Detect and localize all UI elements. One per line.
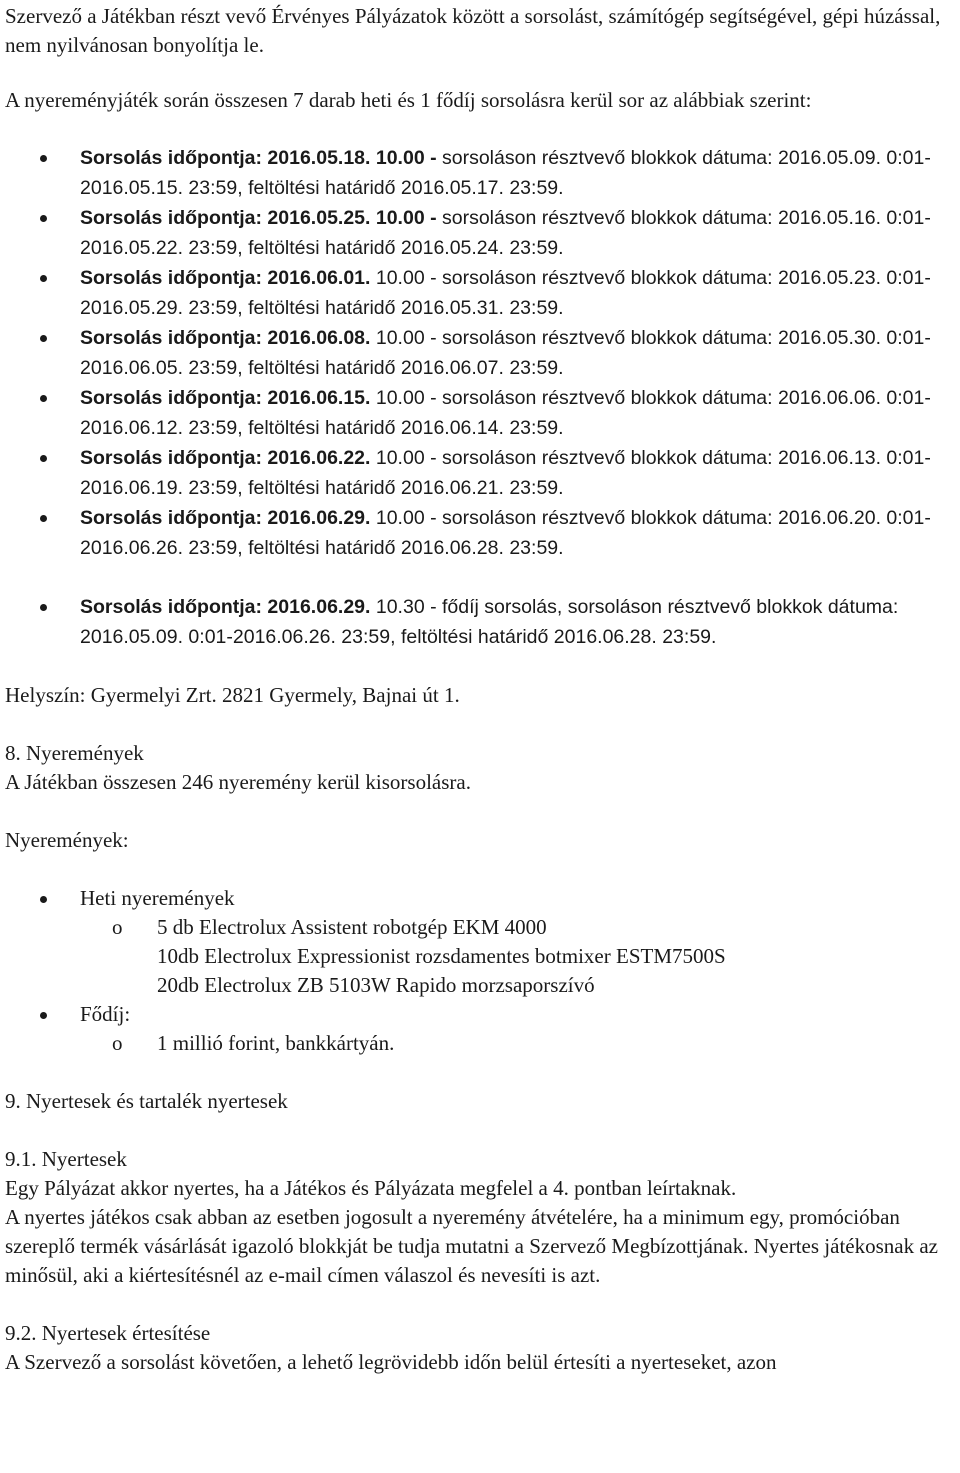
bullet-icon <box>40 275 47 282</box>
draw-details: 10.00 - sorsoláson résztvevő blokkok dátuma: 2016.06.20. 0:01-2016.06.26. 23:59, feltöltési határidő 2016.06.28. 23:59. <box>80 507 931 559</box>
document-page <box>5 2 957 1377</box>
section-8-title: 8. Nyeremények <box>5 741 144 765</box>
draw-date-label: Sorsolás időpontja: 2016.06.29. <box>80 596 371 618</box>
prizes-heading: Nyeremények: <box>5 828 129 852</box>
section-8 <box>5 739 957 797</box>
draw-date-label: Sorsolás időpontja: 2016.06.29. <box>80 507 371 529</box>
draw-details: 10.30 - fődíj sorsolás, sorsoláson résztvevő blokkok dátuma: 2016.05.09. 0:01-2016.06.26. 23:59, feltöltési határidő 2016.06.28. 23:59. <box>80 596 899 648</box>
section-9-2 <box>5 1319 957 1377</box>
bullet-icon <box>40 155 47 162</box>
draw-date-label: Sorsolás időpontja: 2016.05.18. 10.00 - <box>80 147 437 169</box>
section-9-1-paragraph-1: Egy Pályázat akkor nyertes, ha a Játékos és Pályázata megfelel a 4. pontban leírtaknak. <box>5 1176 737 1200</box>
weekly-prizes-item <box>5 884 957 1000</box>
section-9-1-paragraph-2: A nyertes játékos csak abban az esetben jogosult a nyeremény átvételére, ha a minimum egy, promócióban szereplő termék vásárlását igazoló blokkját be tudja mutatni a Szervező Megbízottjának. Nyertes játékosnak az minősül, aki a kiértesítésnél az e-mail címen válaszol és nevesíti is azt. <box>5 1205 938 1287</box>
weekly-prize-line <box>80 913 957 942</box>
section-9-2-title: 9.2. Nyertesek értesítése <box>5 1321 211 1345</box>
draw-item <box>5 503 957 563</box>
draw-date-label: Sorsolás időpontja: 2016.06.15. <box>80 387 371 409</box>
bullet-icon <box>40 335 47 342</box>
main-prize-text: 1 millió forint, bankkártyán. <box>157 1031 395 1055</box>
draw-details: sorsoláson résztvevő blokkok dátuma: 2016.05.09. 0:01-2016.05.15. 23:59, feltöltési határidő 2016.05.17. 23:59. <box>80 147 931 199</box>
bullet-icon <box>40 215 47 222</box>
venue-text: Helyszín: Gyermelyi Zrt. 2821 Gyermely, Bajnai út 1. <box>5 683 460 707</box>
weekly-prize-text: 5 db Electrolux Assistent robotgép EKM 4000 <box>157 915 547 939</box>
main-prize-sublist <box>80 1029 957 1058</box>
section-9-1 <box>5 1145 957 1290</box>
weekly-prize-line <box>80 971 957 1000</box>
draw-details: 10.00 - sorsoláson résztvevő blokkok dátuma: 2016.05.30. 0:01-2016.06.05. 23:59, feltöltési határidő 2016.06.07. 23:59. <box>80 327 931 379</box>
draw-date-label: Sorsolás időpontja: 2016.06.22. <box>80 447 371 469</box>
main-prize-item <box>5 1000 957 1058</box>
bullet-icon <box>40 395 47 402</box>
draw-details: 10.00 - sorsoláson résztvevő blokkok dátuma: 2016.05.23. 0:01-2016.05.29. 23:59, feltöltési határidő 2016.05.31. 23:59. <box>80 267 931 319</box>
intro-paragraph-2: A nyereményjáték során összesen 7 darab heti és 1 fődíj sorsolásra kerül sor az alábbiak szerint: <box>5 88 812 112</box>
main-prize-label: Fődíj: <box>80 1002 131 1026</box>
draw-item <box>5 143 957 203</box>
weekly-prizes-sublist <box>80 913 957 1000</box>
main-prize-draw-item <box>5 592 957 652</box>
draw-item <box>5 263 957 323</box>
draw-date-label: Sorsolás időpontja: 2016.06.08. <box>80 327 371 349</box>
draw-item <box>5 383 957 443</box>
intro-paragraph-1: Szervező a Játékban részt vevő Érvényes Pályázatok között a sorsolást, számítógép segítségével, gépi húzással, nem nyilvánosan bonyolítja le. <box>5 4 941 57</box>
weekly-prize-line <box>80 942 957 971</box>
bullet-icon <box>40 515 47 522</box>
weekly-prize-text: 10db Electrolux Expressionist rozsdamentes botmixer ESTM7500S <box>157 944 726 968</box>
draw-details: 10.00 - sorsoláson résztvevő blokkok dátuma: 2016.06.06. 0:01-2016.06.12. 23:59, feltöltési határidő 2016.06.14. 23:59. <box>80 387 931 439</box>
section-8-text: A Játékban összesen 246 nyeremény kerül kisorsolásra. <box>5 770 471 794</box>
draw-item <box>5 443 957 503</box>
main-prize-line <box>80 1029 957 1058</box>
draw-date-label: Sorsolás időpontja: 2016.06.01. <box>80 267 371 289</box>
section-9-2-paragraph-1: A Szervező a sorsolást követően, a lehető legrövidebb időn belül értesíti a nyerteseket, azon <box>5 1350 777 1374</box>
bullet-icon <box>40 604 47 611</box>
weekly-prize-text: 20db Electrolux ZB 5103W Rapido morzsaporszívó <box>157 973 595 997</box>
weekly-prizes-label: Heti nyeremények <box>80 886 235 910</box>
prizes-list <box>5 884 957 1058</box>
section-9-title: 9. Nyertesek és tartalék nyertesek <box>5 1089 288 1113</box>
circle-bullet-icon: o <box>112 915 123 939</box>
bullet-icon <box>40 455 47 462</box>
section-9-1-title: 9.1. Nyertesek <box>5 1147 127 1171</box>
draw-item <box>5 323 957 383</box>
draw-schedule-list <box>5 143 957 652</box>
draw-date-label: Sorsolás időpontja: 2016.05.25. 10.00 - <box>80 207 437 229</box>
draw-details: 10.00 - sorsoláson résztvevő blokkok dátuma: 2016.06.13. 0:01-2016.06.19. 23:59, feltöltési határidő 2016.06.21. 23:59. <box>80 447 931 499</box>
draw-details: sorsoláson résztvevő blokkok dátuma: 2016.05.16. 0:01-2016.05.22. 23:59, feltöltési határidő 2016.05.24. 23:59. <box>80 207 931 259</box>
circle-bullet-icon: o <box>112 1031 123 1055</box>
bullet-icon <box>40 896 47 903</box>
bullet-icon <box>40 1012 47 1019</box>
draw-item <box>5 203 957 263</box>
